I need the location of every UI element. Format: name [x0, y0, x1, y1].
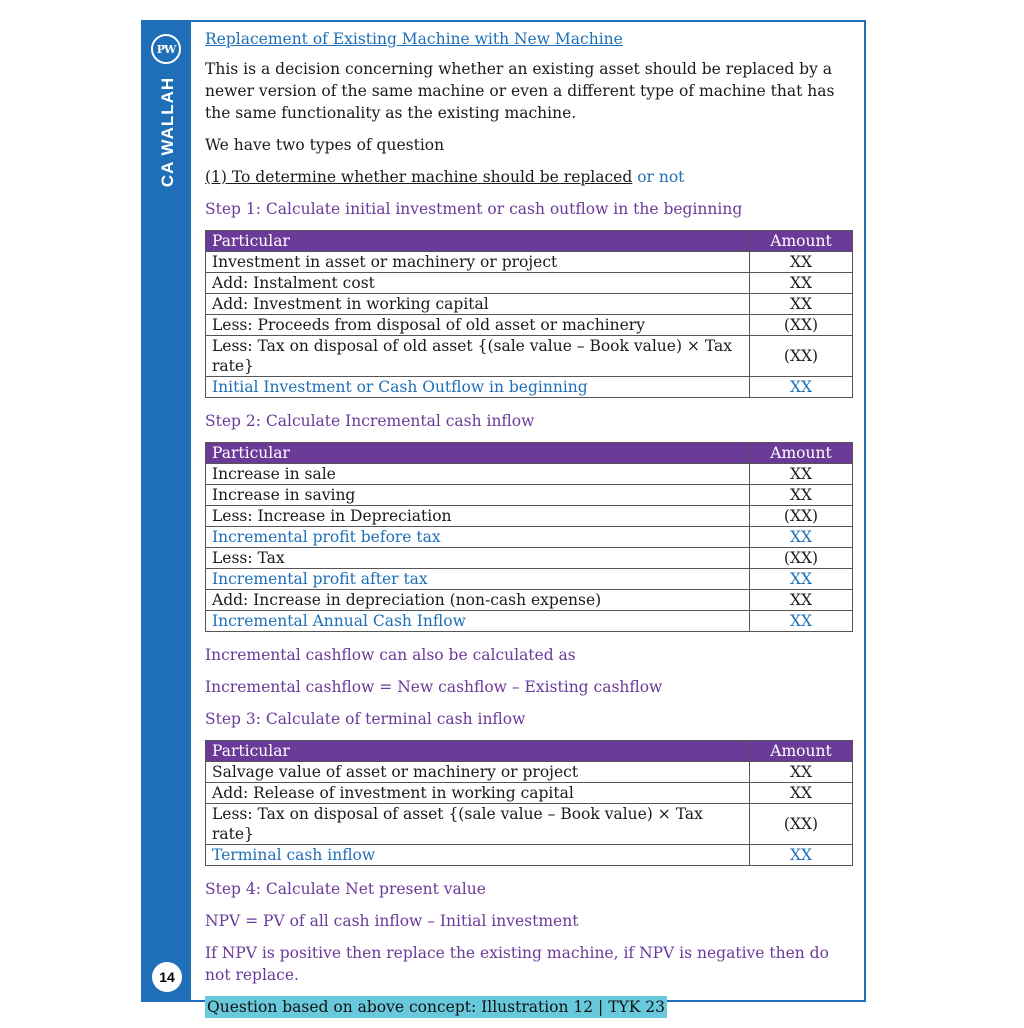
row-amount: (XX): [750, 548, 853, 569]
question-type-1-text: (1) To determine whether machine should be replaced: [205, 168, 633, 186]
step-3: Step 3: Calculate of terminal cash inflow: [205, 710, 526, 728]
table-row: [206, 252, 853, 273]
table-row-subtotal: [206, 527, 853, 548]
table-row: [206, 485, 853, 506]
cashflow-formula: Incremental cashflow = New cashflow – Existing cashflow: [205, 678, 663, 696]
table-row-total: [206, 611, 853, 632]
table-row: [206, 590, 853, 611]
incremental-cash-inflow-table: [205, 442, 853, 632]
page-content: [205, 28, 853, 1028]
question-type-1-suffix: or not: [632, 168, 685, 186]
table-row: [206, 336, 853, 377]
column-header-particular: Particular: [206, 231, 750, 252]
npv-formula: NPV = PV of all cash inflow – Initial investment: [205, 912, 579, 930]
table-row-total: [206, 845, 853, 866]
npv-rule: If NPV is positive then replace the existing machine, if NPV is negative then do not replace.: [205, 944, 829, 984]
row-particular: Incremental profit before tax: [206, 527, 750, 548]
row-amount: XX: [750, 464, 853, 485]
column-header-amount: Amount: [750, 741, 853, 762]
row-particular: Add: Increase in depreciation (non-cash expense): [206, 590, 750, 611]
sidebar: [143, 22, 191, 1000]
table-row: [206, 294, 853, 315]
table-row: [206, 464, 853, 485]
table-row: [206, 315, 853, 336]
row-particular: Investment in asset or machinery or project: [206, 252, 750, 273]
row-particular: Less: Proceeds from disposal of old asset or machinery: [206, 315, 750, 336]
page-frame: [141, 20, 866, 1016]
row-particular: Increase in saving: [206, 485, 750, 506]
page-number: 14: [152, 962, 182, 992]
page-title: Replacement of Existing Machine with New Machine: [205, 30, 623, 48]
table-row: [206, 804, 853, 845]
row-particular: Increase in sale: [206, 464, 750, 485]
brand-label: CA WALLAH: [158, 76, 177, 188]
row-amount: XX: [750, 783, 853, 804]
row-amount: XX: [750, 845, 853, 866]
column-header-particular: Particular: [206, 741, 750, 762]
row-amount: (XX): [750, 336, 853, 377]
table-header-row: [206, 231, 853, 252]
column-header-amount: Amount: [750, 231, 853, 252]
table-row-subtotal: [206, 569, 853, 590]
initial-investment-table: [205, 230, 853, 398]
row-particular: Initial Investment or Cash Outflow in beginning: [206, 377, 750, 398]
table-row: [206, 506, 853, 527]
cashflow-note: Incremental cashflow can also be calculated as: [205, 646, 576, 664]
row-amount: XX: [750, 252, 853, 273]
row-amount: XX: [750, 762, 853, 783]
row-particular: Incremental profit after tax: [206, 569, 750, 590]
table-header-row: [206, 741, 853, 762]
row-amount: XX: [750, 527, 853, 548]
table-row: [206, 273, 853, 294]
question-type-1: [205, 166, 853, 188]
row-particular: Less: Increase in Depreciation: [206, 506, 750, 527]
column-header-amount: Amount: [750, 443, 853, 464]
step-4: Step 4: Calculate Net present value: [205, 880, 486, 898]
pw-logo-icon: PW: [151, 34, 181, 64]
row-amount: XX: [750, 485, 853, 506]
row-particular: Incremental Annual Cash Inflow: [206, 611, 750, 632]
table-row-total: [206, 377, 853, 398]
row-particular: Less: Tax: [206, 548, 750, 569]
row-particular: Add: Instalment cost: [206, 273, 750, 294]
row-amount: (XX): [750, 506, 853, 527]
step-2: Step 2: Calculate Incremental cash inflow: [205, 412, 535, 430]
row-amount: XX: [750, 294, 853, 315]
table-header-row: [206, 443, 853, 464]
column-header-particular: Particular: [206, 443, 750, 464]
question-reference-highlight: Question based on above concept: Illustration 12 | TYK 23: [207, 998, 666, 1016]
row-particular: Less: Tax on disposal of old asset {(sale value – Book value) × Tax rate}: [206, 336, 750, 377]
row-particular: Add: Release of investment in working capital: [206, 783, 750, 804]
row-particular: Terminal cash inflow: [206, 845, 750, 866]
types-line: We have two types of question: [205, 136, 445, 154]
step-1: Step 1: Calculate initial investment or cash outflow in the beginning: [205, 200, 743, 218]
row-particular: Less: Tax on disposal of asset {(sale value – Book value) × Tax rate}: [206, 804, 750, 845]
terminal-cash-inflow-table: [205, 740, 853, 866]
row-amount: XX: [750, 273, 853, 294]
row-amount: XX: [750, 377, 853, 398]
row-amount: XX: [750, 590, 853, 611]
table-row: [206, 762, 853, 783]
question-reference: [205, 996, 853, 1018]
table-row: [206, 548, 853, 569]
row-amount: (XX): [750, 315, 853, 336]
intro-paragraph: This is a decision concerning whether an existing asset should be replaced by a newer version of the same machine or even a different type of machine that has the same functionality as the existing machine.: [205, 60, 835, 122]
table-row: [206, 783, 853, 804]
row-particular: Salvage value of asset or machinery or project: [206, 762, 750, 783]
row-amount: XX: [750, 569, 853, 590]
row-amount: XX: [750, 611, 853, 632]
row-amount: (XX): [750, 804, 853, 845]
row-particular: Add: Investment in working capital: [206, 294, 750, 315]
